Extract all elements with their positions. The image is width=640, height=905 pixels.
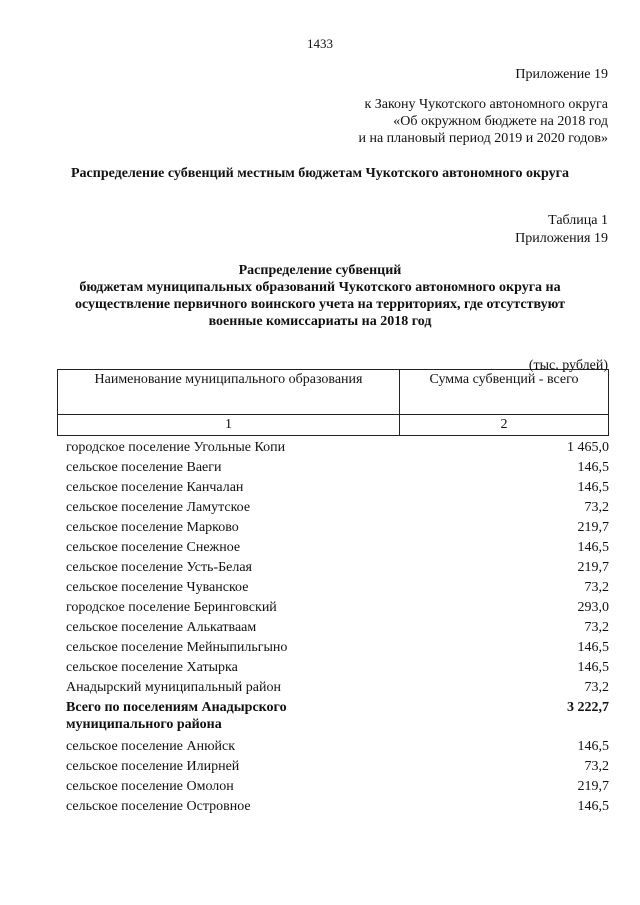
- table-row: [66, 797, 609, 817]
- row-name: городское поселение Угольные Копи: [66, 440, 286, 455]
- row-value: 146,5: [577, 480, 609, 495]
- page-number: 1433: [307, 36, 333, 51]
- row-value: 1 465,0: [567, 440, 609, 455]
- table-row-total: [66, 698, 609, 737]
- row-value: 219,7: [577, 779, 609, 794]
- table-number: Таблица 1: [548, 213, 608, 228]
- row-name: сельское поселение Ваеги: [66, 460, 222, 475]
- row-value: 73,2: [584, 680, 609, 695]
- row-value: 146,5: [577, 540, 609, 555]
- row-value: 146,5: [577, 460, 609, 475]
- row-name: городское поселение Беринговский: [66, 600, 277, 615]
- row-value: 219,7: [577, 560, 609, 575]
- appendix-label: Приложение 19: [515, 67, 608, 82]
- row-name: сельское поселение Снежное: [66, 540, 241, 555]
- row-value: 219,7: [577, 520, 609, 535]
- table-row: [66, 618, 609, 638]
- row-value: 293,0: [577, 600, 609, 615]
- row-value: 146,5: [577, 739, 609, 754]
- table-title-line: бюджетам муниципальных образований Чукотского автономного округа на: [79, 280, 561, 295]
- row-name: сельское поселение Ламутское: [66, 500, 251, 515]
- row-name: сельское поселение Илирней: [66, 759, 240, 774]
- row-value: 73,2: [584, 580, 609, 595]
- law-reference: [358, 96, 608, 147]
- row-name: сельское поселение Марково: [66, 520, 239, 535]
- row-name: сельское поселение Канчалан: [66, 480, 244, 495]
- table-reference: [515, 212, 608, 248]
- table-header: [57, 369, 609, 436]
- row-name: сельское поселение Мейныпильгыно: [66, 640, 288, 655]
- table-body: [66, 438, 609, 817]
- row-name: сельское поселение Чуванское: [66, 580, 249, 595]
- table-row: [66, 498, 609, 518]
- row-name: сельское поселение Усть-Белая: [66, 560, 252, 575]
- table-row: [66, 538, 609, 558]
- row-name: Анадырский муниципальный район: [66, 680, 281, 695]
- row-value: 73,2: [584, 759, 609, 774]
- table-row: [66, 638, 609, 658]
- table-row: [66, 458, 609, 478]
- table-row: [66, 558, 609, 578]
- table-row: [66, 478, 609, 498]
- row-name: сельское поселение Алькатваам: [66, 620, 257, 635]
- column-number: 2: [400, 415, 609, 436]
- table-row: [66, 578, 609, 598]
- column-header-sum: Сумма субвенций - всего: [400, 370, 609, 415]
- table-row: [66, 658, 609, 678]
- table-title-line: осуществление первичного воинского учета на территориях, где отсутствуют: [74, 297, 565, 312]
- row-value: 146,5: [577, 660, 609, 675]
- row-name: сельское поселение Хатырка: [66, 660, 238, 675]
- law-reference-line: и на плановый период 2019 и 2020 годов»: [358, 131, 608, 146]
- table-row: [66, 737, 609, 757]
- table-row: [66, 438, 609, 458]
- law-reference-line: к Закону Чукотского автономного округа: [364, 97, 608, 112]
- table-row: [66, 518, 609, 538]
- row-value: 146,5: [577, 799, 609, 814]
- row-name: сельское поселение Анюйск: [66, 739, 236, 754]
- row-name: сельское поселение Омолон: [66, 779, 234, 794]
- column-header-name: Наименование муниципального образования: [58, 370, 400, 415]
- table-row: [66, 678, 609, 698]
- table-title-line: военные комиссариаты на 2018 год: [208, 314, 432, 329]
- table-row: [66, 757, 609, 777]
- table-appendix: Приложения 19: [515, 231, 608, 246]
- row-value: 146,5: [577, 640, 609, 655]
- table-row: [66, 598, 609, 618]
- row-name: сельское поселение Островное: [66, 799, 251, 814]
- column-number: 1: [58, 415, 400, 436]
- table-row: [66, 777, 609, 797]
- row-value: 73,2: [584, 500, 609, 515]
- units-label: (тыс. рублей): [528, 358, 608, 373]
- row-value: 73,2: [584, 620, 609, 635]
- main-title: Распределение субвенций местным бюджетам Чукотского автономного округа: [71, 166, 569, 181]
- table-title-line: Распределение субвенций: [238, 263, 402, 278]
- row-name: Всего по поселениям Анадырского муниципального района: [66, 700, 287, 732]
- row-value: 3 222,7: [567, 700, 609, 715]
- law-reference-line: «Об окружном бюджете на 2018 год: [393, 114, 608, 129]
- table-title: [40, 262, 600, 330]
